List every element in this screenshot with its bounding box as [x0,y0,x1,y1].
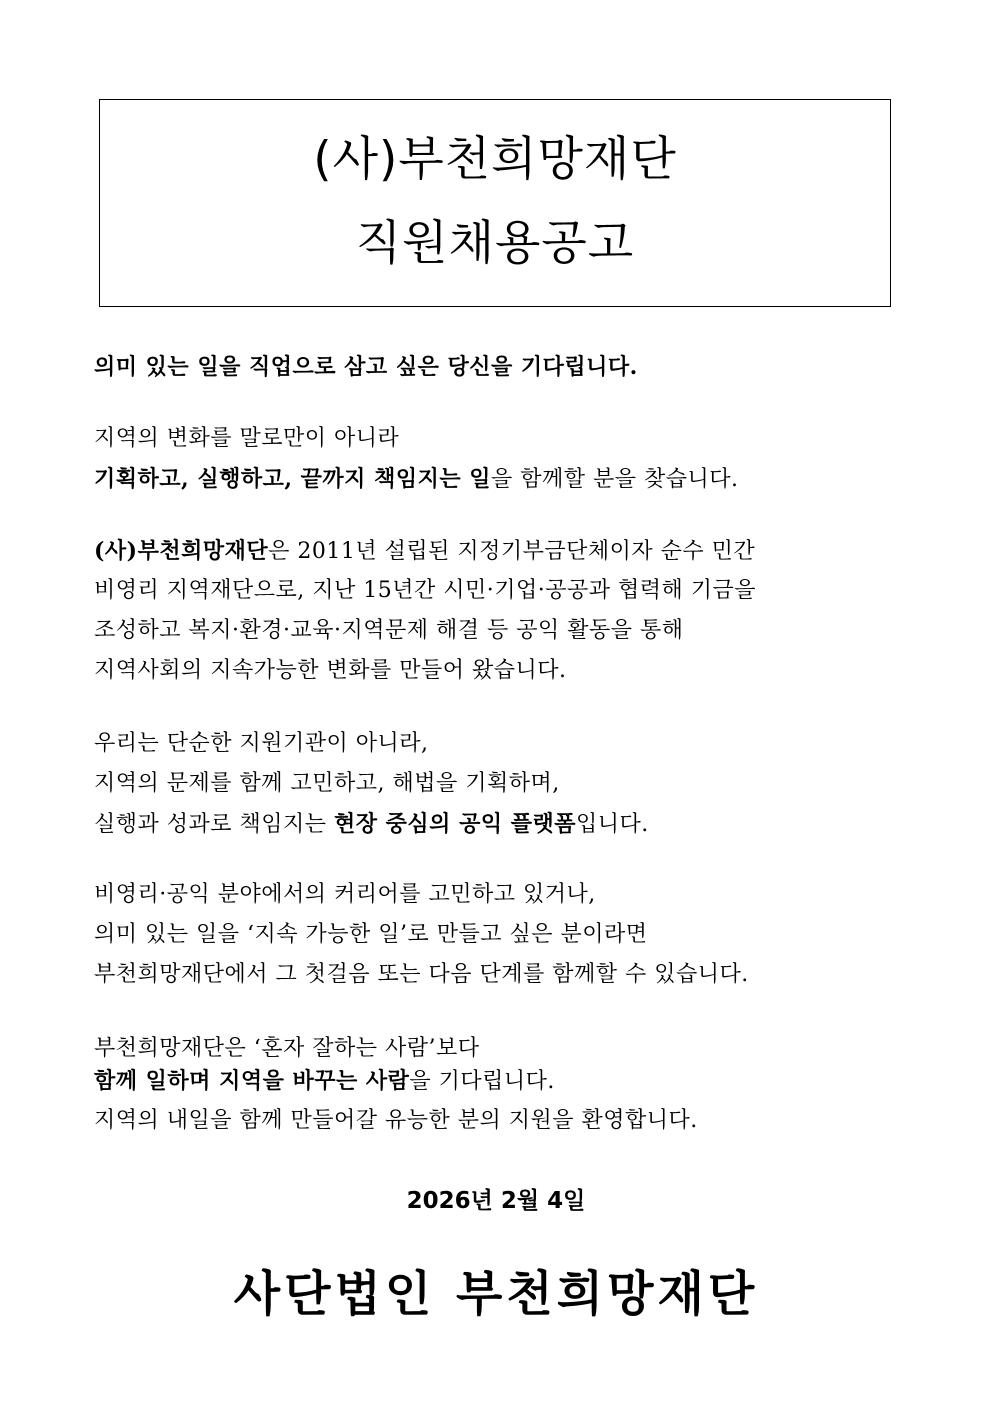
p4-line2: 지역의 문제를 함께 고민하고, 해법을 기획하며, [94,771,560,796]
p3-line1-rest: 은 2011년 설립된 지정기부금단체이자 순수 민간 [268,539,756,564]
p6-line2 [94,1066,555,1097]
p3-line1-bold: (사)부천희망재단 [94,538,269,564]
p6-line2-rest: 을 기다립니다. [409,1069,555,1094]
p3-line2: 비영리 지역재단으로, 지난 15년간 시민·기업·공공과 협력해 기금을 [94,578,756,603]
notice-date: 2026년 2월 4일 [406,1188,586,1214]
title-org-name: (사)부천희망재단 [313,132,677,187]
p2-line1: 지역의 변화를 말로만이 아니라 [94,426,400,451]
p3-line1 [94,536,755,567]
p2-line2-rest: 을 함께할 분을 찾습니다. [491,467,739,492]
p6-line2-bold: 함께 일하며 지역을 바꾸는 사람 [94,1068,410,1094]
p4-line3-bold: 현장 중심의 공익 플랫폼 [334,811,577,837]
p3-line3: 조성하고 복지·환경·교육·지역문제 해결 등 공익 활동을 통해 [94,618,684,643]
p4-line1: 우리는 단순한 지원기관이 아니라, [94,731,429,756]
intro-line: 의미 있는 일을 직업으로 삼고 싶은 당신을 기다립니다. [94,354,638,380]
p2-line2 [94,464,739,495]
p4-line3 [94,809,649,840]
p5-line1: 비영리·공익 분야에서의 커리어를 고민하고 있거나, [94,882,596,907]
title-notice: 직원채용공고 [355,216,635,271]
p4-line3-rest: 입니다. [576,812,649,837]
p3-line4: 지역사회의 지속가능한 변화를 만들어 왔습니다. [94,658,567,683]
p6-line1: 부천희망재단은 ‘혼자 잘하는 사람’보다 [94,1036,480,1061]
p2-line2-bold: 기획하고, 실행하고, 끝까지 책임지는 일 [94,466,491,492]
organization-name: 사단법인 부천희망재단 [233,1266,759,1322]
title-box [99,99,891,307]
p5-line2: 의미 있는 일을 ‘지속 가능한 일’로 만들고 싶은 분이라면 [94,922,648,947]
p5-line3: 부천희망재단에서 그 첫걸음 또는 다음 단계를 함께할 수 있습니다. [94,962,749,987]
p4-line3-pre: 실행과 성과로 책임지는 [94,812,335,837]
p6-line3: 지역의 내일을 함께 만들어갈 유능한 분의 지원을 환영합니다. [94,1108,698,1133]
